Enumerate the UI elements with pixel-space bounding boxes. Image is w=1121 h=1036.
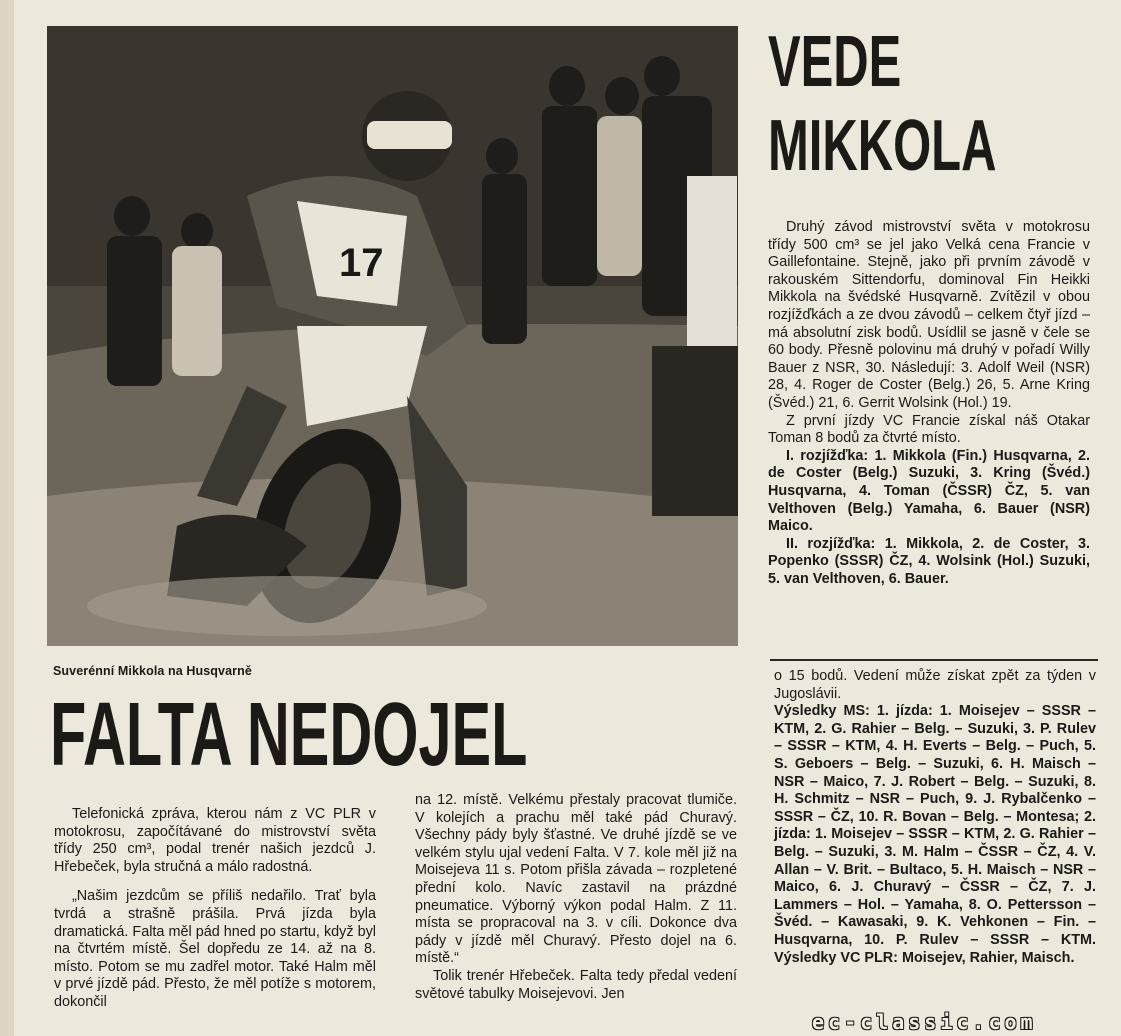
article2-quote: „Našim jezdcům se příliš nedařilo. Trať byla tvrdá a strašně prášila. Prvá jízda byla dramatická. Falta měl pád hned po startu, když byl na čtvrtém místě. Šel dopředu ze 14. až na 8. místo. Potom se mu zadřel motor. Také Halm měl v prvé jízdě pád. Přesto, že měl potíže s motorem, dokončil	[54, 888, 376, 1010]
article2-closing: Tolik trenér Hřebeček. Falta tedy předal vedení světové tabulky Moisejevovi. Jen	[415, 967, 737, 1002]
headline-vede: VEDE	[768, 22, 902, 102]
article2-continuation: o 15 bodů. Vedení může získat zpět za týden v Jugoslávii.	[774, 668, 1096, 702]
photo-caption: Suverénní Mikkola na Husqvarně	[53, 664, 252, 678]
article2-column-3	[774, 668, 1096, 967]
article1-results-first: I. rozjížďka: 1. Mikkola (Fin.) Husqvarna, 2. de Coster (Belg.) Suzuki, 3. Kring (Švéd.) Husqvarna, 4. Toman (ČSSR) ČZ, 5. van Velthoven (Belg.) Yamaha, 6. Bauer (NSR) Maico.	[768, 447, 1090, 535]
article1-body	[768, 219, 1090, 588]
page-edge	[0, 0, 14, 1036]
watermark: ec-classic.com	[812, 1010, 1037, 1034]
rider-bib-number: 17	[339, 241, 384, 285]
article2-results: Výsledky MS: 1. jízda: 1. Moisejev – SSSR – KTM, 2. G. Rahier – Belg. – Suzuki, 3. P. Rulev – SSSR – KTM, 4. H. Everts – Belg. – Puch, 5. S. Geboers – Belg. – Suzuki, 6. H. Maisch – NSR – Maico, 7. J. Robert – Belg. – Suzuki, 8. H. Schmitz – NSR – Puch, 9. J. Rybalčenko – SSSR – ČZ, 10. R. Bovan – Belg. – Montesa; 2. jízda: 1. Moisejev – SSSR – KTM, 2. G. Rahier – Belg. – Suzuki, 3. M. Halm – ČSSR – ČZ, 4. V. Allan – V. Brit. – Bultaco, 5. H. Maisch – NSR – Maico, 6. J. Churavý – ČSSR – ČZ, 7. J. Lammers – Hol. – Yamaha, 8. O. Pettersson – Švéd. – Kawasaki, 9. K. Vehkonen – Fin. – Husqvarna, 10. P. Rulev – SSSR – KTM. Výsledky VC PLR: Moisejev, Rahier, Maisch.	[774, 703, 1096, 966]
motocross-photo	[47, 26, 738, 646]
headline-falta-nedojel: FALTA NEDOJEL	[50, 685, 528, 785]
article2-column-1	[54, 806, 376, 1012]
article1-results-second: II. rozjížďka: 1. Mikkola, 2. de Coster, 3. Popenko (SSSR) ČZ, 4. Wolsink (Hol.) Suzuki, 5. van Velthoven, 6. Bauer.	[768, 535, 1090, 587]
article2-column-2	[415, 792, 737, 1003]
headline-mikkola: MIKKOLA	[768, 106, 997, 186]
article2-intro: Telefonická zpráva, kterou nám z VC PLR v motokrosu, započítávané do mistrovství světa třídy 250 cm³, podal trenér našich jezdců J. Hřebeček, byla stručná a málo radostná.	[54, 806, 376, 875]
article1-toman: Z první jízdy VC Francie získal náš Otakar Toman 8 bodů za čtvrté místo.	[768, 412, 1090, 447]
article2-middle: na 12. místě. Velkému přestaly pracovat tlumiče. V kolejích a prachu měl také pád Churavý. Všechny pády byly šťastné. Ve druhé jízdě se ve velkém stylu ujal vedení Falta. V 7. kole měl již na Moisejeva 11 s. Potom přišla závada – rozpletené přední kolo. Navíc zastavil na prázdné pneumatice. Výborný výkon podal Halm. Z 11. místa se propracoval na 3. v cíli. Dokonce dva pády v jízdě měl Churavý. Přesto dojel na 6. místě.“	[415, 792, 737, 967]
article1-paragraph: Druhý závod mistrovství světa v motokrosu třídy 500 cm³ se jel jako Velká cena Francie v Gaillefontaine. Stejně, jako při prvním závodě v rakouském Sittendorfu, dominoval Fin Heikki Mikkola na švédské Husqvarně. Zvítězil v obou rozjížďkách a ze dvou závodů – celkem čtyř jízd – má absolutní zisk bodů. Usídlil se jasně v čele se 60 body. Přesně polovinu má druhý v pořadí Willy Bauer z NSR, 30. Následují: 3. Adolf Weil (NSR) 28, 4. Roger de Coster (Belg.) 26, 5. Arne Kring (Švéd.) 21, 6. Gerrit Wolsink (Hol.) 19.	[768, 219, 1090, 411]
column-divider	[770, 659, 1098, 661]
